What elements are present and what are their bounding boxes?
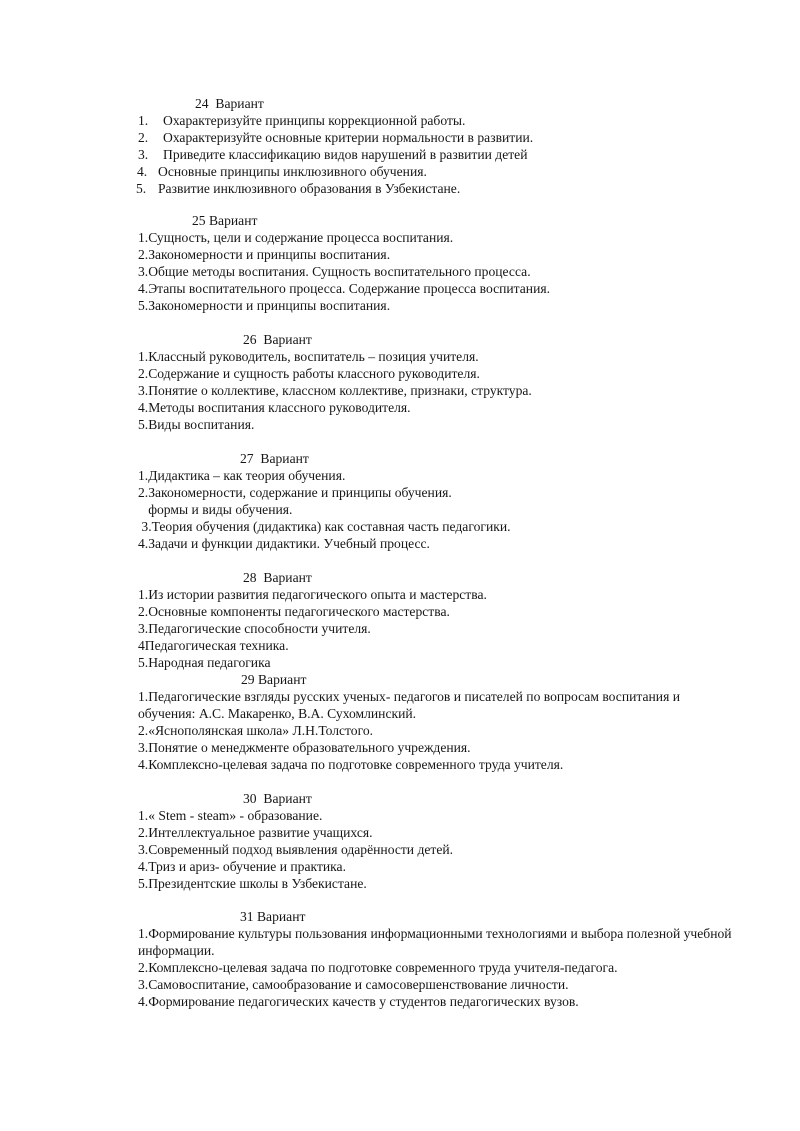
variant-heading: 24 Вариант	[195, 96, 264, 111]
list-item: 1.Педагогические взгляды русских ученых- педагогов и писателей по вопросам воспитания и обучения: А.С. Макаренко, В.А. Сухомлинский.	[138, 689, 680, 721]
item-text: Охарактеризуйте основные критерии нормальности в развитии.	[163, 130, 534, 145]
list-item	[137, 163, 738, 180]
item-number: 1.	[138, 113, 149, 128]
list-item: 3.Самовоспитание, самообразование и самосовершенствование личности.	[138, 977, 569, 992]
variant-heading: 25 Вариант	[192, 213, 258, 228]
list-item: 3.Современный подход выявления одарённости детей.	[138, 842, 454, 857]
item-number: 2.	[138, 130, 149, 145]
variant-29	[138, 671, 738, 773]
item-number: 4.	[137, 164, 148, 179]
item-number: 5.	[136, 181, 147, 196]
list-item: 2.Интеллектуальное развитие учащихся.	[138, 825, 373, 840]
variant-heading: 31 Вариант	[240, 909, 306, 924]
list-item: 3.Понятие о менеджменте образовательного учреждения.	[138, 740, 471, 755]
variant-30	[138, 790, 738, 892]
variant-heading: 28 Вариант	[243, 570, 312, 585]
list-item: 4.Этапы воспитательного процесса. Содержание процесса воспитания.	[138, 281, 551, 296]
list-item: 3.Общие методы воспитания. Сущность воспитательного процесса.	[138, 264, 531, 279]
list-item: 3.Понятие о коллективе, классном коллективе, признаки, структура.	[138, 383, 532, 398]
list-item: 2.«Яснополянская школа» Л.Н.Толстого.	[138, 723, 374, 738]
list-item: 5.Виды воспитания.	[138, 417, 255, 432]
list-item: 2.Основные компоненты педагогического мастерства.	[138, 604, 450, 619]
variant-27	[138, 450, 738, 552]
variant-heading: 27 Вариант	[240, 451, 309, 466]
list-item: 1.Сущность, цели и содержание процесса воспитания.	[138, 230, 454, 245]
list-item	[138, 112, 738, 129]
list-item	[136, 180, 738, 197]
list-item	[138, 129, 738, 146]
item-text: Развитие инклюзивного образования в Узбекистане.	[158, 181, 461, 196]
list-item: 1.Дидактика – как теория обучения.	[138, 468, 346, 483]
item-number: 3.	[138, 147, 149, 162]
list-item: 4.Триз и ариз- обучение и практика.	[138, 859, 346, 874]
list-item: 4Педагогическая техника.	[138, 638, 289, 653]
variant-28	[138, 569, 738, 671]
list-item: 1.Из истории развития педагогического опыта и мастерства.	[138, 587, 487, 602]
list-item: 4.Формирование педагогических качеств у студентов педагогических вузов.	[138, 994, 579, 1009]
variant-heading: 26 Вариант	[243, 332, 312, 347]
list-item: 5.Народная педагогика	[138, 655, 271, 670]
variant-25	[138, 212, 738, 314]
variant-31	[138, 908, 738, 1010]
list-item: 1.Классный руководитель, воспитатель – позиция учителя.	[138, 349, 479, 364]
list-item: 1.« Stem - steam» - образование.	[138, 808, 323, 823]
list-item: 4.Методы воспитания классного руководителя.	[138, 400, 411, 415]
list-item: 1.Формирование культуры пользования информационными технологиями и выбора полезной учебной информации.	[138, 926, 732, 958]
list-item: 3.Теория обучения (дидактика) как составная часть педагогики.	[138, 519, 511, 534]
list-item: 2.Содержание и сущность работы классного руководителя.	[138, 366, 480, 381]
variant-24	[138, 95, 738, 197]
list-item: 3.Педагогические способности учителя.	[138, 621, 371, 636]
item-text: Основные принципы инклюзивного обучения.	[158, 164, 427, 179]
list-item: 2.Закономерности, содержание и принципы обучения.	[138, 485, 452, 500]
list-item: 4.Комплексно-целевая задача по подготовке современного труда учителя.	[138, 757, 564, 772]
item-text: Приведите классификацию видов нарушений в развитии детей	[163, 147, 528, 162]
list-item: 5.Президентские школы в Узбекистане.	[138, 876, 367, 891]
list-item	[138, 146, 738, 163]
variant-heading: 29 Вариант	[241, 672, 307, 687]
list-item: 2.Комплексно-целевая задача по подготовке современного труда учителя-педагога.	[138, 960, 618, 975]
variant-heading: 30 Вариант	[243, 791, 312, 806]
item-text: Охарактеризуйте принципы коррекционной работы.	[163, 113, 466, 128]
list-item: формы и виды обучения.	[138, 502, 293, 517]
variant-26	[138, 331, 738, 433]
list-item: 5.Закономерности и принципы воспитания.	[138, 298, 391, 313]
list-item: 4.Задачи и функции дидактики. Учебный процесс.	[138, 536, 430, 551]
list-item: 2.Закономерности и принципы воспитания.	[138, 247, 391, 262]
